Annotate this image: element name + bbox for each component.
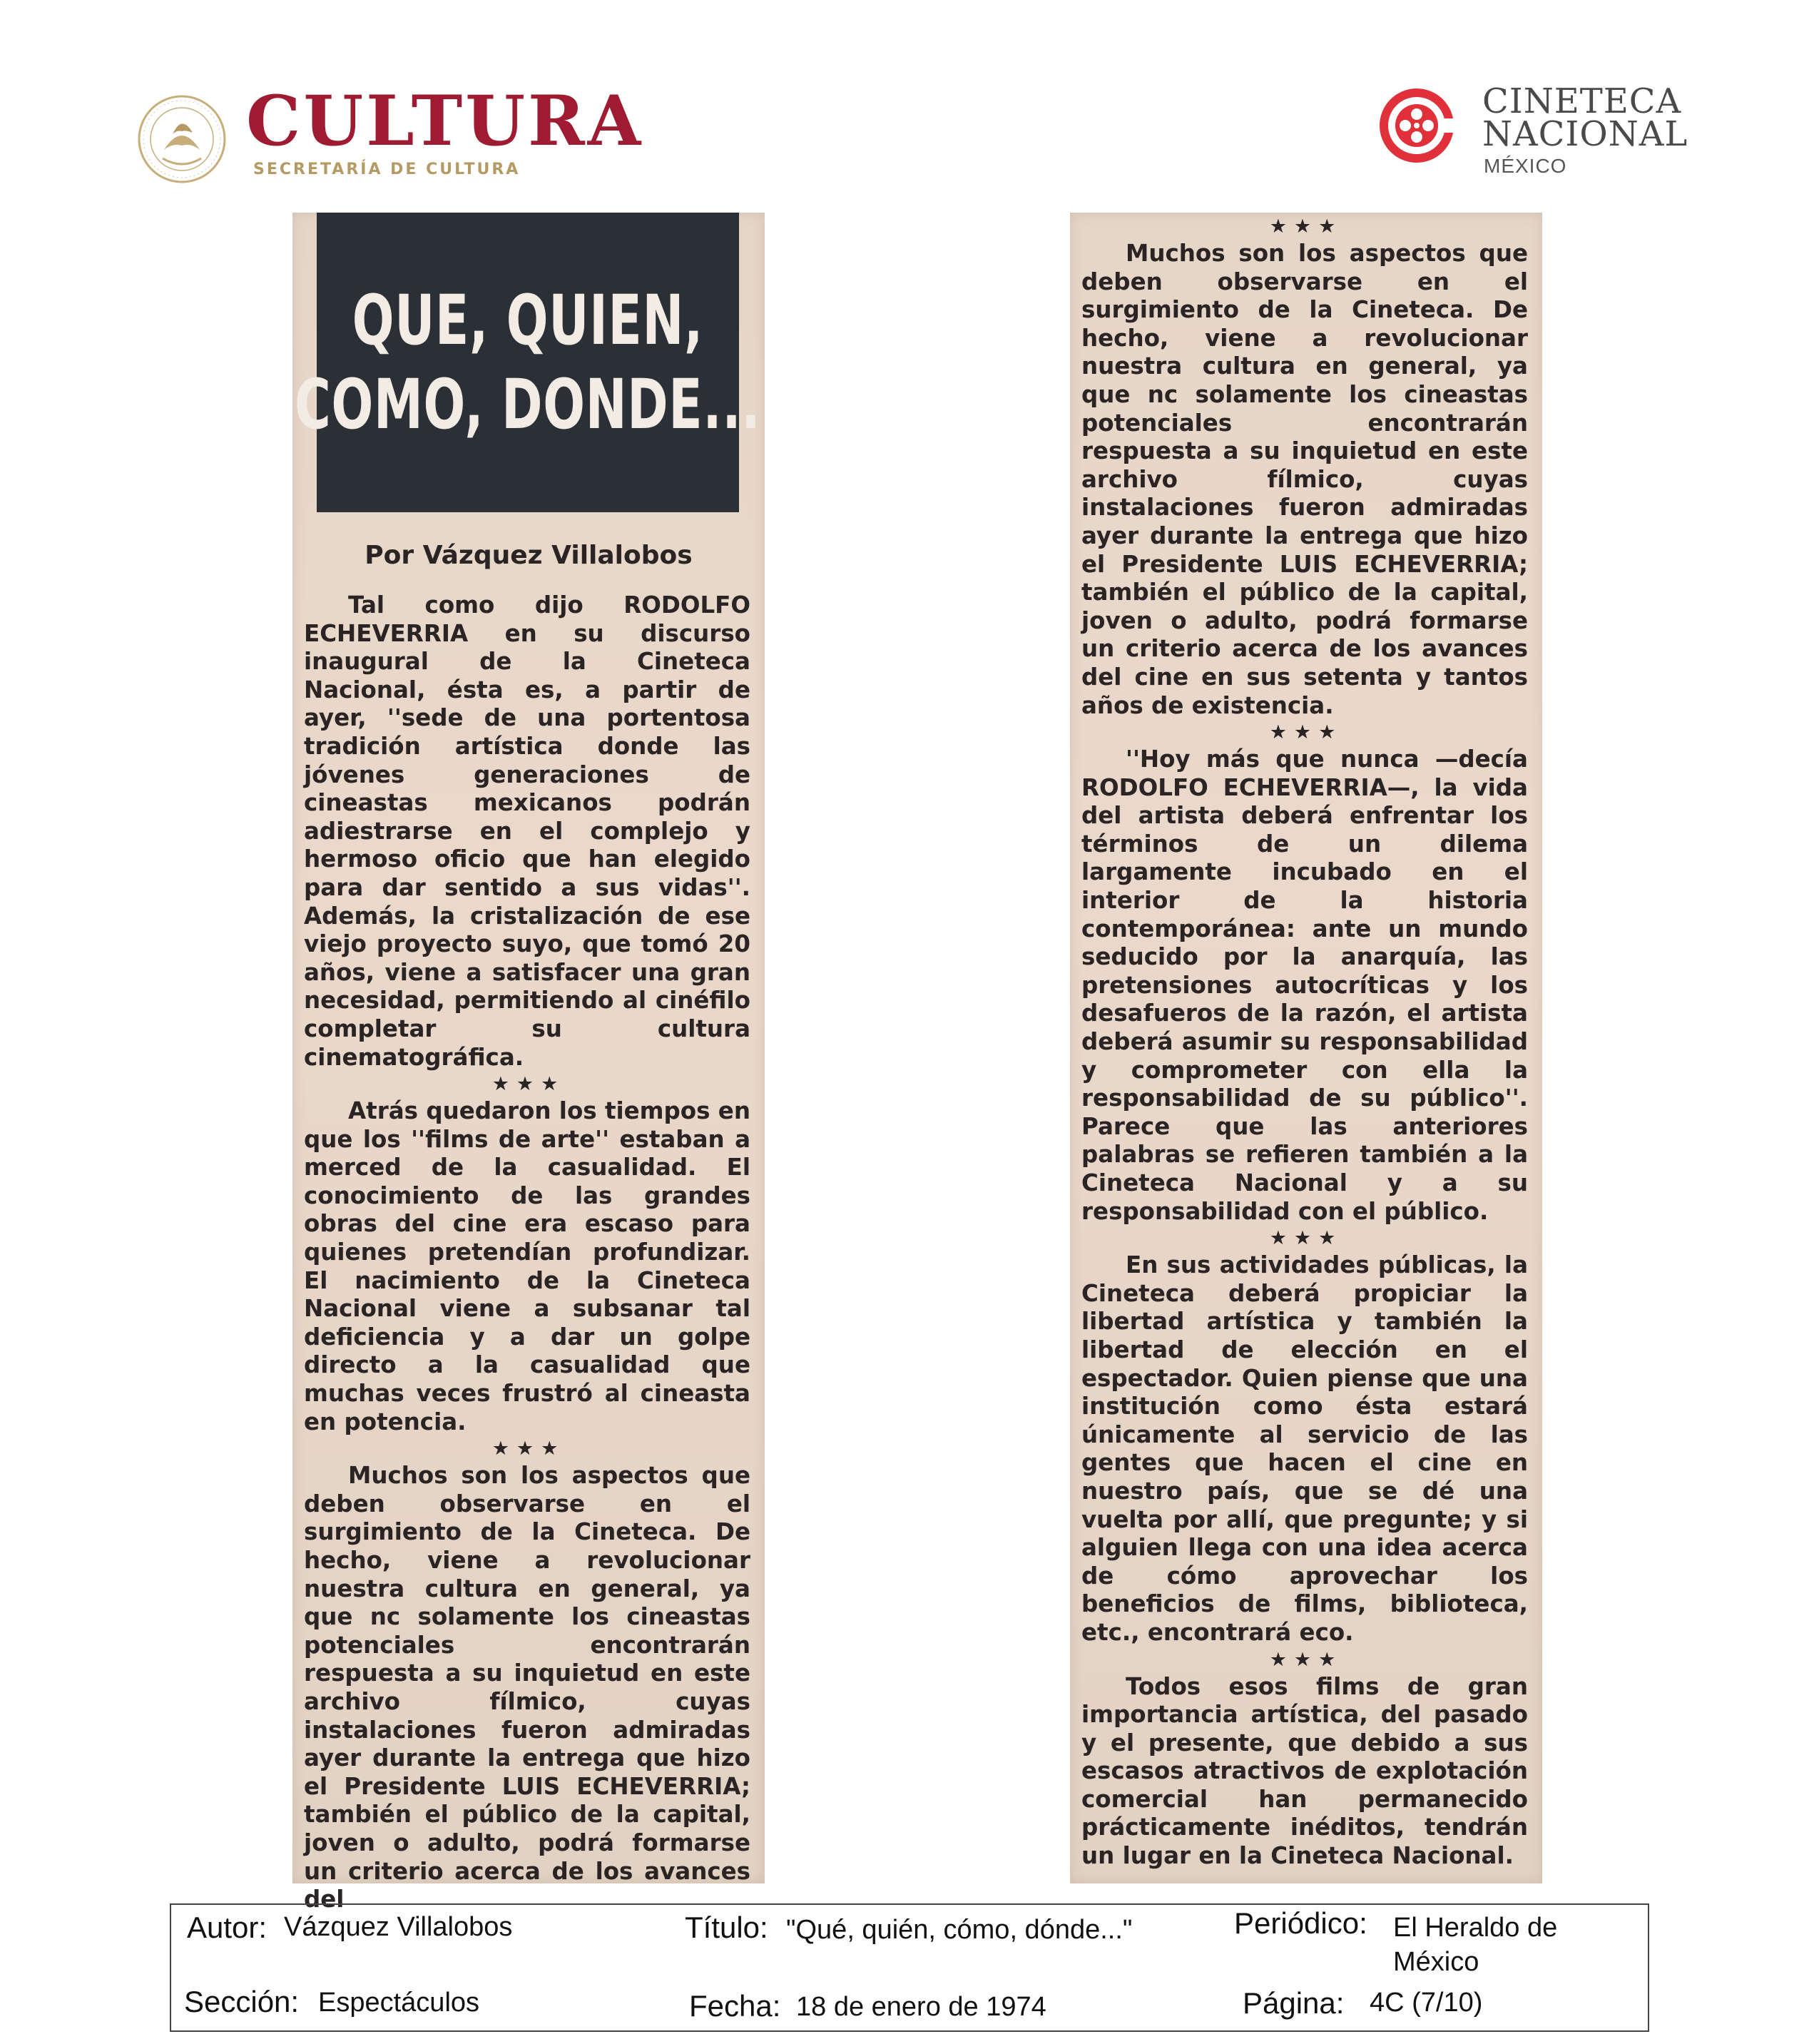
headline-line-2: COMO, DONDE... [295,365,761,444]
cultura-subtitle: SECRETARÍA DE CULTURA [253,161,521,178]
paragraph: En sus actividades públicas, la Cineteca deberá propiciar la libertad artística y también la libertad de elección en el espectador. Quien piense que una institución como ésta estará únicamente al servicio de las gentes que hacen el cine en nuestro país, que se dé una vuelta por allí, que pregunte; y si alguien llega con una idea acerca de cómo aprovechar los beneficios de films, biblioteca, etc., encontrará eco. [1081,1251,1528,1646]
section-separator: ★★★ [491,1073,566,1096]
mexican-seal-icon [136,93,228,185]
byline: Por Vázquez Villalobos [365,541,693,570]
cineteca-nacional-logo [1377,80,1698,180]
section-separator: ★★★ [491,1438,566,1460]
secretaria-cultura-logo [136,81,644,185]
fecha-label: Fecha: [689,1989,781,2023]
titulo-value: "Qué, quién, cómo, dónde..." [786,1915,1133,1945]
periodico-value: El Heraldo de México [1393,1913,1558,1977]
section-separator: ★★★ [1269,215,1343,238]
pagina-value: 4C (7/10) [1370,1988,1483,2018]
section-separator: ★★★ [1269,1648,1343,1671]
metadata-box [170,1903,1649,2032]
section-separator: ★★★ [1269,1227,1343,1250]
seccion-value: Espectáculos [318,1988,480,2018]
paragraph: Atrás quedaron los tiempos en que los ''films de arte'' estaban a merced de la casualidad. El conocimiento de las grandes obras del cine era escaso para quienes pretendían profundizar. El nacimiento de la Cineteca Nacional viene a subsanar tal deficiencia y a dar un golpe directo a la casualidad que muchas veces frustró al cineasta en potencia. [304,1097,750,1435]
film-reel-icon [1377,86,1457,166]
newspaper-clipping-right [1070,213,1542,1883]
cineteca-word: CINETECA [1482,81,1682,121]
titulo-label: Título: [685,1911,768,1944]
mexico-word: MÉXICO [1484,155,1567,177]
seccion-label: Sección: [184,1985,300,2018]
newspaper-clipping-left [292,213,765,1913]
paragraph: Muchos son los aspectos que deben observarse en el surgimiento de la Cineteca. De hecho, viene a revolucionar nuestra cultura en general, ya que nc solamente los cineastas potenciales encontrarán respuesta a su inquietud en este archivo fílmico, cuyas instalaciones fueron admiradas ayer durante la entrega que hizo el Presidente LUIS ECHEVERRIA; también el público de la capital, joven o adulto, podrá formarse un criterio acerca de los avances del [304,1462,750,1913]
headline-line-1: QUE, QUIEN, [352,280,704,360]
paragraph: ''Hoy más que nunca —decía RODOLFO ECHEVERRIA—, la vida del artista deberá enfrentar los términos de un dilema largamente incubado en el interior de la historia contemporánea: ante un mundo seducido por la anarquía, las pretensiones autocríticas y los desafueros de la razón, el artista deberá asumir su responsabilidad y comprometer con ella la responsabilidad de su público''. Parece que las anteriores palabras se refieren también a la Cineteca Nacional y a su responsabilidad con el público. [1081,746,1528,1225]
paragraph: Todos esos films de gran importancia artística, del pasado y el presente, que debido a sus escasos atractivos de explotación comercial han permanecido prácticamente inéditos, tendrán un lugar en la Cineteca Nacional. [1081,1672,1528,1870]
autor-label: Autor: [187,1911,268,1944]
section-separator: ★★★ [1269,721,1343,744]
cultura-wordmark: CULTURA [246,81,644,161]
fecha-value: 18 de enero de 1974 [796,1992,1046,2022]
paragraph: Tal como dijo RODOLFO ECHEVERRIA en su discurso inaugural de la Cineteca Nacional, ésta es, a partir de ayer, ''sede de una portentosa tradición artística donde las jóvenes generaciones de cineastas mexicanos podrán adiestrarse en el complejo y hermoso oficio que han elegido para dar sentido a sus vidas''. Además, la cristalización de ese viejo proyecto suyo, que tomó 20 años, viene a satisfacer una gran necesidad, permitiendo al cinéfilo completar su cultura cinematográfica. [304,591,750,1071]
paragraph: Muchos son los aspectos que deben observarse en el surgimiento de la Cineteca. De hecho, viene a revolucionar nuestra cultura en general, ya que nc solamente los cineastas potenciales encontrarán respuesta a su inquietud en este archivo fílmico, cuyas instalaciones fueron admiradas ayer durante la entrega que hizo el Presidente LUIS ECHEVERRIA; también el público de la capital, joven o adulto, podrá formarse un criterio acerca de los avances del cine en sus setenta y tantos años de existencia. [1081,240,1528,719]
headline-box [295,213,761,512]
autor-value: Vázquez Villalobos [284,1912,513,1942]
pagina-label: Página: [1243,1986,1345,2020]
periodico-label: Periódico: [1234,1906,1367,1940]
nacional-word: NACIONAL [1482,114,1688,154]
